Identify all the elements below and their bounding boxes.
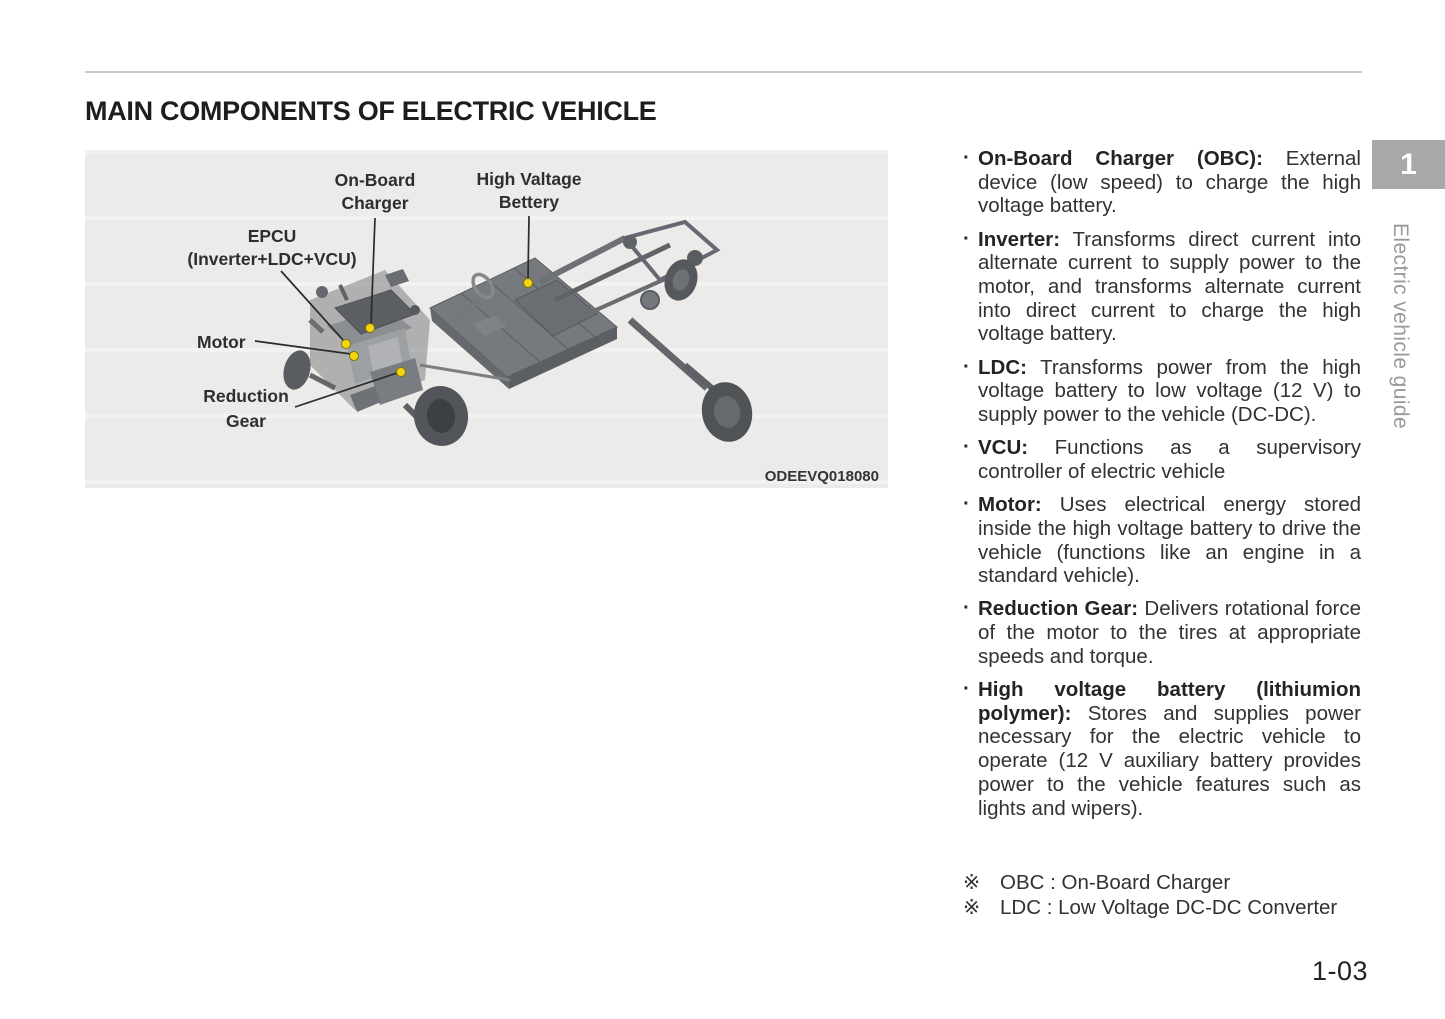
label-epcu-line1: EPCU (247, 226, 297, 246)
page-number: 1-03 (1311, 956, 1368, 986)
bullet-body: Transforms power from the high voltage battery to low voltage (12 V) to supply power to the vehicle (DC-DC). (978, 355, 1362, 427)
bullet-body: External device (low speed) to charge the high voltage battery. (978, 147, 1361, 218)
chapter-tab (1372, 140, 1445, 189)
footnote-text: LDC : Low Voltage DC-DC Converter (1000, 895, 1338, 919)
bullet-body: Transforms direct current into alternate current to supply power to the motor, and transforms alternate current into direct current to charge the high voltage battery. (978, 227, 1361, 346)
dot-epcu (342, 340, 351, 349)
bullet-body: Stores and supplies power necessary for the electric vehicle to operate (12 V auxiliary battery provides power to the vehicle features such as lights and wipers). (978, 701, 1361, 820)
bullet-ldc (963, 356, 1361, 427)
footnote-ldc (963, 896, 1365, 921)
bullet-body: Delivers rotational force of the motor to the tires at appropriate speeds and torque. (978, 597, 1362, 668)
reference-mark-icon: ※ (963, 895, 981, 919)
bullet-term: On-Board Charger (OBC): (978, 147, 1263, 170)
dot-motor (350, 352, 359, 361)
label-on-board-charger-line2: Charger (341, 193, 409, 213)
figure-code: ODEEVQ018080 (764, 468, 879, 485)
dot-on-board-charger (366, 324, 375, 333)
label-high-voltage-battery-line1: High Valtage (476, 169, 582, 189)
page-title: MAIN COMPONENTS OF ELECTRIC VEHICLE (85, 96, 657, 126)
leader-high-voltage-battery (528, 216, 529, 279)
bullet-term: LDC: (978, 355, 1027, 379)
chapter-tab-number: 1 (1400, 147, 1417, 181)
label-on-board-charger-line1: On-Board (334, 170, 416, 190)
dot-high-voltage-battery (524, 279, 533, 288)
footnote-text: OBC : On-Board Charger (1000, 871, 1231, 894)
dot-reduction-gear (397, 368, 406, 377)
bullet-body: Functions as a supervisory controller of electric vehicle (978, 436, 1362, 483)
bullet-inverter (963, 228, 1361, 347)
bullet-body: Uses electrical energy stored inside the high voltage battery to drive the vehicle (functions like an engine in a standard vehicle). (978, 493, 1361, 588)
bullet-motor (963, 493, 1361, 588)
top-rule (85, 71, 1362, 73)
component-descriptions (963, 147, 1361, 830)
component-diagram-figure (85, 150, 888, 488)
footnote-obc (963, 871, 1365, 896)
bullet-reduction-gear (963, 597, 1361, 668)
ev-components-illustration (85, 150, 888, 488)
bullet-term: VCU: (978, 436, 1029, 460)
bullet-term: High voltage battery (lithiumion polymer): (978, 678, 1361, 725)
bullet-vcu (963, 436, 1361, 483)
side-label-vertical: Electric vehicle guide (1389, 223, 1412, 430)
footnotes (963, 871, 1365, 920)
label-reduction-gear-line2: Gear (226, 411, 266, 431)
reference-mark-icon: ※ (963, 871, 981, 894)
bullet-term: Motor: (978, 493, 1042, 517)
bullet-term: Reduction Gear: (978, 597, 1139, 621)
label-high-voltage-battery-line2: Bettery (498, 192, 560, 212)
bullet-on-board-charger (963, 147, 1361, 218)
bullet-term: Inverter: (978, 227, 1061, 251)
label-epcu-line2: (Inverter+LDC+VCU) (187, 249, 357, 269)
label-reduction-gear-line1: Reduction (203, 386, 289, 406)
battery-pack-drawing (430, 258, 617, 389)
bullet-high-voltage-battery (963, 678, 1361, 820)
label-motor: Motor (197, 332, 246, 352)
